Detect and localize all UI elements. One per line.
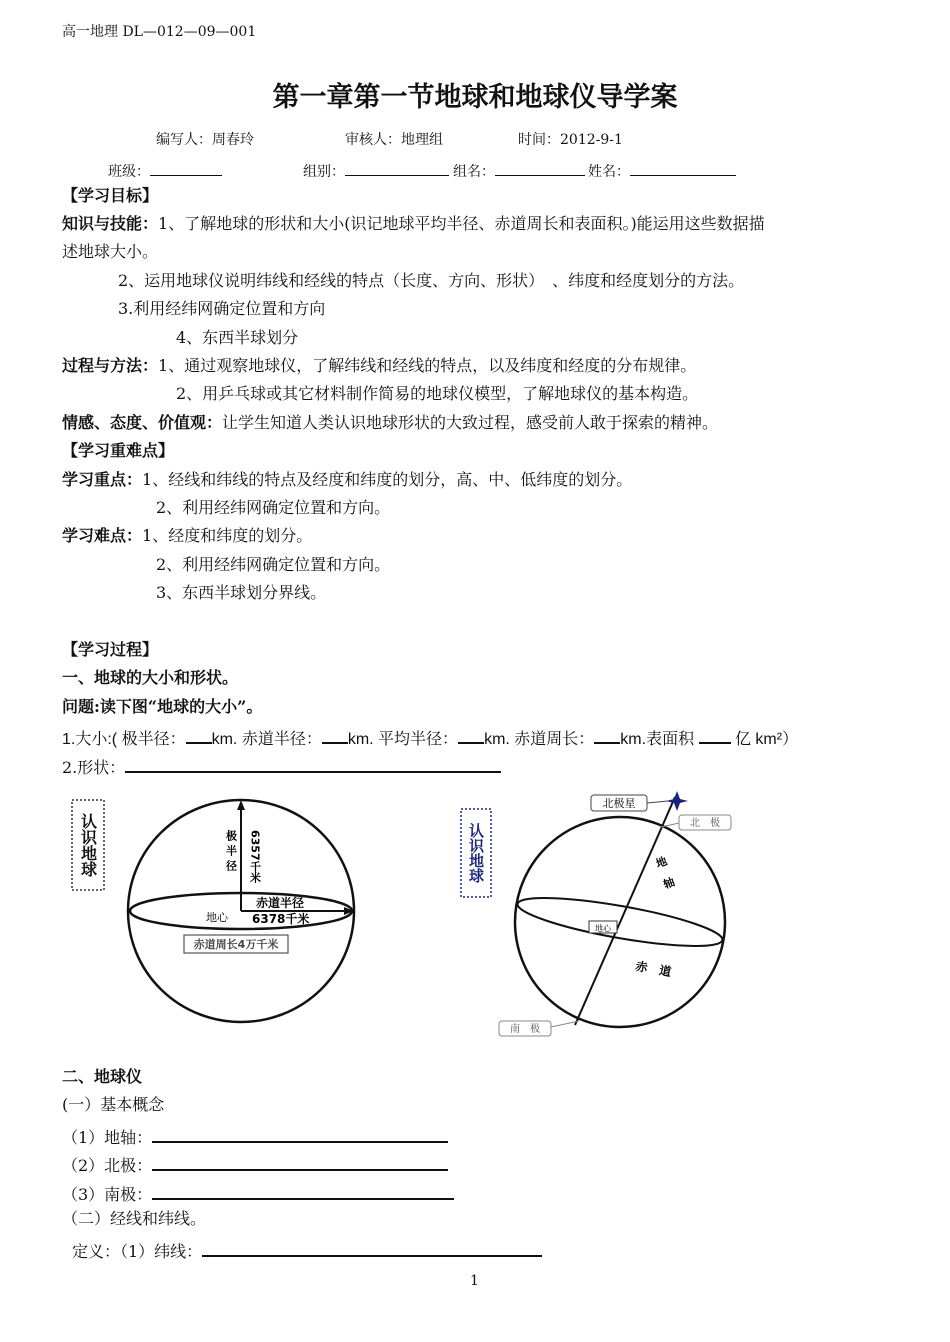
badge-right-text: 认识地球 [467,823,485,883]
author: 编写人：周春玲 [156,132,254,148]
size-km4: km.表面积 [620,731,695,748]
north-pole-label: 北 极 [690,818,720,829]
latitude-definition [72,1240,542,1260]
size-km3: km. 赤道周长： [484,731,595,748]
date: 时间：2012-9-1 [518,132,623,148]
name-field[interactable] [588,160,736,179]
difficulty-text-3: 3、东西半球划分界线。 [156,583,327,602]
size-prefix: 1.大小:( [62,731,118,748]
badge-right [461,809,491,897]
polaris-label: 北极星 [602,797,636,810]
size-km1: km. 赤道半径： [211,731,322,748]
size-km2: km. 平均半径： [347,731,459,748]
emotion-text: 让学生知道人类认识地球形状的大致过程，感受前人敢于探索的精神。 [222,413,719,432]
focus-line-1 [62,472,632,488]
page-number: 1 [470,1273,479,1289]
page-title: 第一章第一节地球和地球仪导学案 [272,82,678,113]
group-name-blank[interactable] [495,160,585,176]
name-label: 姓名： [588,164,630,180]
earth-axis-figure [455,785,775,1040]
badge-left-text: 认识地球 [78,813,98,877]
process-line-1 [62,358,696,374]
north-def-label: （2）北极： [62,1156,153,1175]
focus-text-1: 1、经线和纬线的特点及经度和纬度的划分，高、中、低纬度的划分。 [142,470,633,489]
knowledge-text-2: 2、运用地球仪说明纬线和经线的特点（长度、方向、形状） 、纬度和经度划分的方法。 [118,271,745,290]
group-field[interactable] [303,160,449,179]
emotion-line [62,415,718,431]
difficulty-text-2: 2、利用经纬网确定位置和方向。 [156,555,391,574]
section-1-heading: 一、地球的大小和形状。 [62,668,239,687]
mean-radius-blank[interactable] [458,727,484,744]
section-2-heading: 二、地球仪 [62,1067,143,1086]
process-text-1: 1、通过观察地球仪，了解纬线和经线的特点，以及纬度和经度的分布规律。 [158,356,697,375]
earth-axis-line [575,797,675,1025]
south-pole-label: 南 极 [510,1024,540,1035]
shape-blank[interactable] [125,756,501,773]
size-polar: 极半径： [121,731,186,748]
knowledge-line-1 [62,216,765,232]
doc-code: 高一地理 DL—012—09—001 [62,24,257,40]
equatorial-radius-label: 赤道半径 [256,896,305,910]
objectives-heading: 【学习目标】 [62,186,159,205]
keypoints-heading: 【学习重难点】 [62,441,175,460]
group-label: 组别： [303,164,345,180]
north-definition [62,1154,448,1174]
earth-center-label: 地心 [206,911,228,924]
latitude-def-label: 定义：（1）纬线： [72,1242,203,1261]
size-line [62,727,798,748]
axis-def-label: （1）地轴： [62,1128,153,1147]
group-name-field[interactable] [453,160,585,179]
emotion-label: 情感、态度、价值观： [62,413,223,432]
difficulty-text-1: 1、经度和纬度的划分。 [142,526,313,545]
equatorial-radius-blank[interactable] [322,727,348,744]
knowledge-label: 知识与技能： [62,214,159,233]
polar-radius-value: 6357千米 [248,830,262,883]
polar-radius-label: 极 半 径 [224,830,238,871]
badge-left [72,800,104,890]
subsection-1-heading: (一）基本概念 [62,1095,165,1114]
latitude-def-blank[interactable] [202,1240,542,1257]
difficulty-line-1 [62,528,312,544]
process-text-2: 2、用乒乓球或其它材料制作简易的地球仪模型，了解地球仪的基本构造。 [176,384,699,403]
class-blank[interactable] [150,160,222,176]
knowledge-text-4: 4、东西半球划分 [176,328,299,347]
equator-label: 赤 道 [634,959,673,980]
name-blank[interactable] [630,160,736,176]
process-label: 过程与方法： [62,356,159,375]
group-name-label: 组名： [453,164,495,180]
knowledge-text-3: 3.利用经纬网确定位置和方向 [118,299,326,318]
globe-center-label: 地心 [595,924,611,933]
polar-arrow-icon [237,800,245,810]
difficulty-label: 学习难点： [62,526,143,545]
shape-line [62,756,501,776]
surface-area-blank[interactable] [699,727,731,744]
circumference-label: 赤道周长4万千米 [193,938,279,951]
north-def-blank[interactable] [152,1154,448,1171]
subsection-2-heading: （二）经线和纬线。 [62,1209,207,1228]
knowledge-text-1b: 述地球大小。 [62,242,159,261]
focus-text-2: 2、利用经纬网确定位置和方向。 [156,498,391,517]
south-def-label: （3）南极： [62,1185,153,1204]
question-text: 问题:读下图“地球的大小”。 [62,697,263,716]
axis-def-blank[interactable] [152,1126,448,1143]
axis-label: 地 轴 [652,854,677,891]
process-heading: 【学习过程】 [62,640,159,659]
shape-label: 2.形状： [62,758,126,777]
knowledge-text-1: 1、了解地球的形状和大小(识记地球平均半径、赤道周长和表面积。)能运用这些数据描 [158,214,765,233]
size-unit: 亿 km²） [734,731,799,748]
earth-size-figure [60,790,380,1030]
axis-definition [62,1126,448,1146]
circumference-blank[interactable] [594,727,620,744]
class-field[interactable] [108,160,222,179]
south-def-blank[interactable] [152,1183,454,1200]
reviewer: 审核人：地理组 [345,132,443,148]
polar-radius-blank[interactable] [186,727,212,744]
class-label: 班级： [108,164,150,180]
south-definition [62,1183,454,1203]
equatorial-radius-value: 6378千米 [252,912,310,926]
group-blank[interactable] [345,160,449,176]
focus-label: 学习重点： [62,470,143,489]
